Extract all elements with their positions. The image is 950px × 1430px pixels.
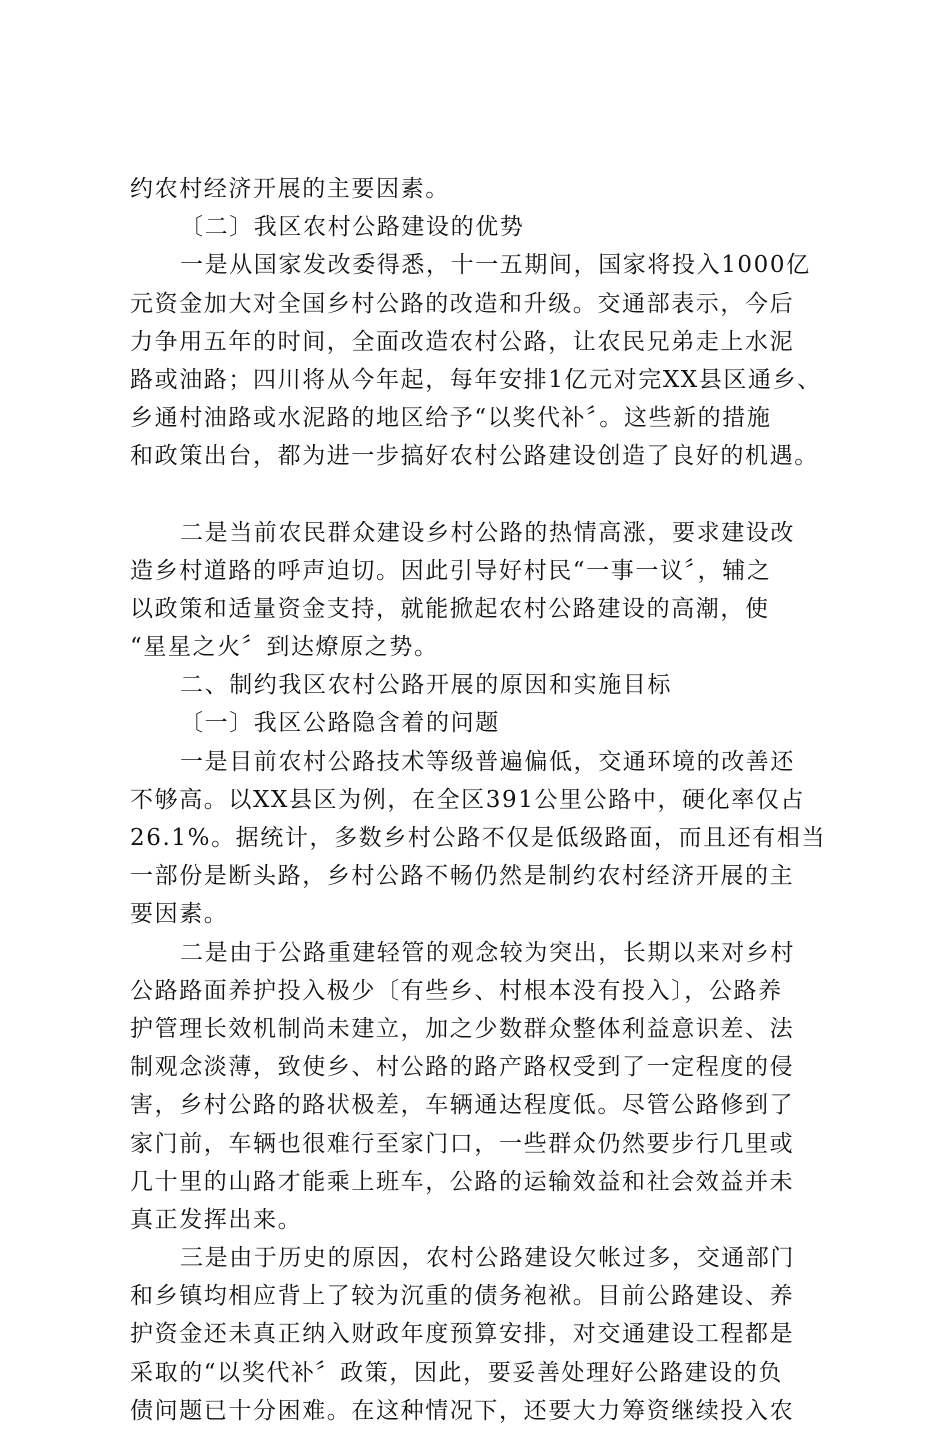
text-line: 元资金加大对全国乡村公路的改造和升级。交通部表示，今后 <box>130 290 795 317</box>
text-line: 几十里的山路才能乘上班车，公路的运输效益和社会效益并未 <box>130 1168 795 1195</box>
text-line: 害，乡村公路的路状极差，车辆通达程度低。尽管公路修到了 <box>130 1092 795 1119</box>
text-line: 路或油路；四川将从今年起，每年安排1亿元对完XX县区通乡、 <box>130 366 822 393</box>
text-line: “星星之火〞到达燎原之势。 <box>130 634 439 661</box>
section-heading: 二、制约我区农村公路开展的原因和实施目标 <box>180 672 672 699</box>
text-line: 债问题已十分困难。在这种情况下，还要大力筹资继续投入农 <box>130 1397 795 1424</box>
text-line: 真正发挥出来。 <box>130 1206 303 1233</box>
text-line: 一是目前农村公路技术等级普遍偏低，交通环境的改善还 <box>180 748 795 775</box>
text-line: 不够高。以XX县区为例，在全区391公里公路中，硬化率仅占 <box>130 786 806 813</box>
text-line: 家门前，车辆也很难行至家门口，一些群众仍然要步行几里或 <box>130 1130 795 1157</box>
text-line: 一部份是断头路，乡村公路不畅仍然是制约农村经济开展的主 <box>130 863 795 890</box>
text-line: 二是由于公路重建轻管的观念较为突出，长期以来对乡村 <box>180 939 795 966</box>
text-line: 一是从国家发改委得悉，十一五期间，国家将投入1000亿 <box>180 252 811 279</box>
text-line: 26.1%。据统计，多数乡村公路不仅是低级路面，而且还有相当 <box>130 825 827 851</box>
text-line: 二是当前农民群众建设乡村公路的热情高涨，要求建设改 <box>180 519 795 546</box>
text-line: 乡通村油路或水泥路的地区给予“以奖代补〞。这些新的措施 <box>130 405 772 432</box>
text-line: 力争用五年的时间，全面改造农村公路，让农民兄弟走上水泥 <box>130 328 795 355</box>
text-line: 三是由于历史的原因，农村公路建设欠帐过多，交通部门 <box>180 1245 795 1272</box>
text-line: 和乡镇均相应背上了较为沉重的债务袍袱。目前公路建设、养 <box>130 1283 795 1310</box>
document-body <box>130 170 830 1430</box>
text-line: 采取的“以奖代补〞政策，因此，要妥善处理好公路建设的负 <box>130 1359 783 1386</box>
text-line: 和政策出台，都为进一步搞好农村公路建设创造了良好的机遇。 <box>130 443 819 470</box>
paragraph-gap <box>130 476 830 514</box>
section-heading: 〔二〕我区农村公路建设的优势 <box>180 214 525 241</box>
text-line: 要因素。 <box>130 901 229 928</box>
text-line: 以政策和适量资金支持，就能掀起农村公路建设的高潮，使 <box>130 595 770 622</box>
text-line: 公路路面养护投入极少〔有些乡、村根本没有投入〕，公路养 <box>130 977 783 1004</box>
text-line: 制观念淡薄，致使乡、村公路的路产路权受到了一定程度的侵 <box>130 1054 795 1081</box>
text-line: 造乡村道路的呼声迫切。因此引导好村民“一事一议〞，辅之 <box>130 557 772 584</box>
text-line: 护管理长效机制尚未建立，加之少数群众整体利益意识差、法 <box>130 1015 795 1042</box>
section-heading: 〔一〕我区公路隐含着的问题 <box>180 710 500 737</box>
text-line: 护资金还未真正纳入财政年度预算安排，对交通建设工程都是 <box>130 1321 795 1348</box>
text-line: 约农村经济开展的主要因素。 <box>130 176 450 202</box>
